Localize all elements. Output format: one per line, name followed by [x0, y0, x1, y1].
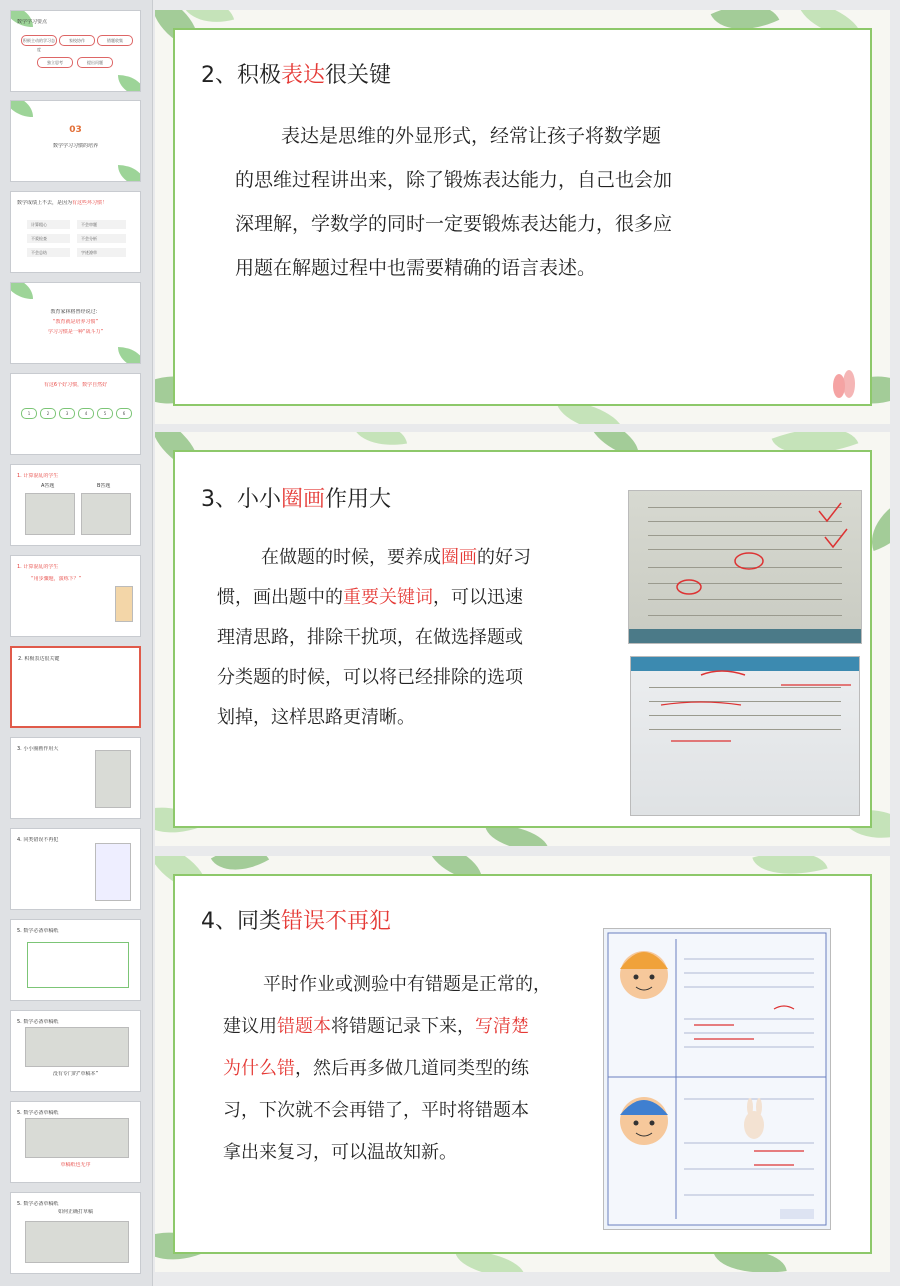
paragraph-line: 建议用错题本将错题记录下来，写清楚: [223, 1016, 529, 1037]
leaf-decoration: [118, 75, 141, 92]
thumbnail-item: 独立思考: [37, 57, 73, 68]
slide-thumbnail-3[interactable]: [10, 191, 141, 273]
thumbnail-title: 2. 积极表达很关键: [18, 656, 60, 662]
thumbnail-title: 数学成绩上不去，是因为有这些坏习惯！: [17, 200, 108, 206]
thumbnail-title: 5. 数学必备草稿纸: [17, 1110, 59, 1116]
thumbnail-col: 6: [116, 408, 132, 419]
thumbnail-title: 5. 数学必备草稿纸: [17, 928, 59, 934]
slide-heading: 4、同类错误不再犯: [201, 909, 392, 934]
thumbnail-body: [20, 670, 131, 718]
thumbnail-row: 不会分析: [77, 234, 126, 243]
slide-thumbnail-8[interactable]: [10, 646, 141, 728]
leaf-decoration: [118, 347, 141, 364]
slide-circle-mark: [155, 432, 890, 846]
thumbnail-photo: [95, 750, 131, 808]
slide-mistake-book: [155, 856, 890, 1272]
red-pen-marks: [629, 491, 861, 643]
thumbnail-caption: 没有专门的“草稿本”: [52, 1071, 99, 1077]
thumbnail-col: 5: [97, 408, 113, 419]
thumbnail-title: 数学学习要点: [17, 19, 48, 25]
thumbnail-box: [27, 942, 129, 988]
thumbnail-line: 学习习惯是一种“战斗力”: [47, 329, 104, 335]
thumbnail-photo: [25, 1118, 129, 1158]
thumbnail-body: [19, 598, 110, 628]
slide-thumbnail-5[interactable]: [10, 373, 141, 455]
slide-thumbnail-4[interactable]: [10, 282, 141, 364]
notebook-drawing: [604, 929, 830, 1229]
leaf-decoration: [10, 100, 33, 117]
thumbnail-row: 不会总结: [27, 248, 70, 257]
slide-thumbnail-6[interactable]: [10, 464, 141, 546]
thumbnail-title: 3. 小小圈画作用大: [17, 746, 59, 752]
thumbnail-title: 4. 同类错误不再犯: [17, 837, 59, 843]
thumbnail-photo: [25, 1027, 129, 1067]
thumbnail-title: 5. 数学必备草稿纸: [17, 1201, 59, 1207]
slide-heading: 2、积极表达很关键: [201, 63, 392, 88]
slide-thumbnail-panel: [0, 0, 153, 1286]
slide-paragraph: [235, 114, 672, 290]
thumbnail-quote: “用步骤题，演练下？”: [31, 576, 82, 582]
slide-thumbnail-13[interactable]: [10, 1101, 141, 1183]
thumbnail-col: 1: [21, 408, 37, 419]
thumbnail-row: 计算粗心: [27, 220, 70, 229]
thumbnail-title: 有这6个好习惯，数学自然好: [43, 382, 108, 388]
slide-thumbnail-10[interactable]: [10, 828, 141, 910]
paragraph-line: 习，下次就不会再错了，平时将错题本: [223, 1100, 529, 1121]
hourglass-icon: [115, 586, 133, 622]
thumbnail-title: 5. 数学必备草稿纸: [17, 1019, 59, 1025]
thumbnail-photo: [95, 843, 131, 901]
paragraph-line: 平时作业或测验中有错题是正常的，: [263, 974, 551, 995]
thumbnail-line: “教育就是培养习惯”: [52, 319, 99, 325]
red-pen-marks: [631, 657, 859, 815]
paragraph-line: 分类题的时候，可以将已经排除的选项: [217, 667, 523, 688]
thumbnail-title: 1. 计算混乱的学生: [17, 564, 59, 570]
slide-thumbnail-11[interactable]: [10, 919, 141, 1001]
paragraph-line: 理清思路，排除干扰项，在做选择题或: [217, 627, 523, 648]
thumbnail-title: 数学学习习惯的培养: [52, 143, 98, 149]
worksheet-photo: [630, 656, 860, 816]
flower-decoration: [831, 366, 857, 400]
thumbnail-line: 教育家林格曾经说过：: [50, 309, 101, 315]
thumbnail-item: 提出问题: [77, 57, 113, 68]
paragraph-line: 的思维过程讲出来，除了锻炼表达能力，自己也会加: [235, 169, 673, 191]
leaf-decoration: [118, 165, 141, 182]
thumbnail-col: 2: [40, 408, 56, 419]
thumbnail-caption: 草稿纸也无序: [60, 1162, 91, 1168]
slide-heading: 3、小小圈画作用大: [201, 487, 392, 512]
leaf-decoration: [10, 282, 33, 299]
thumbnail-photo: [25, 1221, 129, 1263]
thumbnail-item: 积极主动的学习态度: [21, 35, 57, 46]
thumbnail-item: 错题收集: [97, 35, 133, 46]
thumbnail-row: 字迹潦草: [77, 248, 126, 257]
thumbnail-label: B答题: [97, 483, 111, 489]
slide-paragraph: [217, 538, 531, 738]
slide-express: [155, 10, 890, 424]
slide-thumbnail-12[interactable]: [10, 1010, 141, 1092]
paragraph-line: 用题在解题过程中也需要精确的语言表述。: [235, 257, 597, 279]
slide-paragraph: [223, 964, 551, 1174]
paragraph-line: 深理解，学数学的同时一定要锻炼表达能力，很多应: [235, 213, 673, 235]
worksheet-photo: [628, 490, 862, 644]
thumbnail-photo: [25, 493, 75, 535]
thumbnail-col: 4: [78, 408, 94, 419]
section-number: 03: [69, 125, 82, 135]
slide-thumbnail-14[interactable]: [10, 1192, 141, 1274]
paragraph-line: 惯，画出题中的重要关键词，可以迅速: [217, 587, 523, 608]
slide-thumbnail-2[interactable]: [10, 100, 141, 182]
thumbnail-row: 不爱检查: [27, 234, 70, 243]
mistake-notebook-photo: [603, 928, 831, 1230]
paragraph-line: 划掉，这样思路更清晰。: [217, 707, 415, 728]
slide-thumbnail-7[interactable]: [10, 555, 141, 637]
thumbnail-label: A答题: [41, 483, 55, 489]
paragraph-line: 在做题的时候，要养成圈画的好习: [261, 547, 531, 568]
paragraph-line: 表达是思维的外显形式，经常让孩子将数学题: [281, 125, 662, 147]
paragraph-line: 拿出来复习，可以温故知新。: [223, 1142, 457, 1163]
paragraph-line: 为什么错，然后再多做几道同类型的练: [223, 1058, 529, 1079]
thumbnail-title: 1. 计算混乱的学生: [17, 473, 59, 479]
thumbnail-col: 3: [59, 408, 75, 419]
slide-thumbnail-1[interactable]: [10, 10, 141, 92]
thumbnail-item: 家校协作: [59, 35, 95, 46]
slide-thumbnail-9[interactable]: [10, 737, 141, 819]
thumbnail-photo: [81, 493, 131, 535]
thumbnail-caption: 如何正确打草稿: [57, 1209, 93, 1215]
thumbnail-row: 不会审题: [77, 220, 126, 229]
